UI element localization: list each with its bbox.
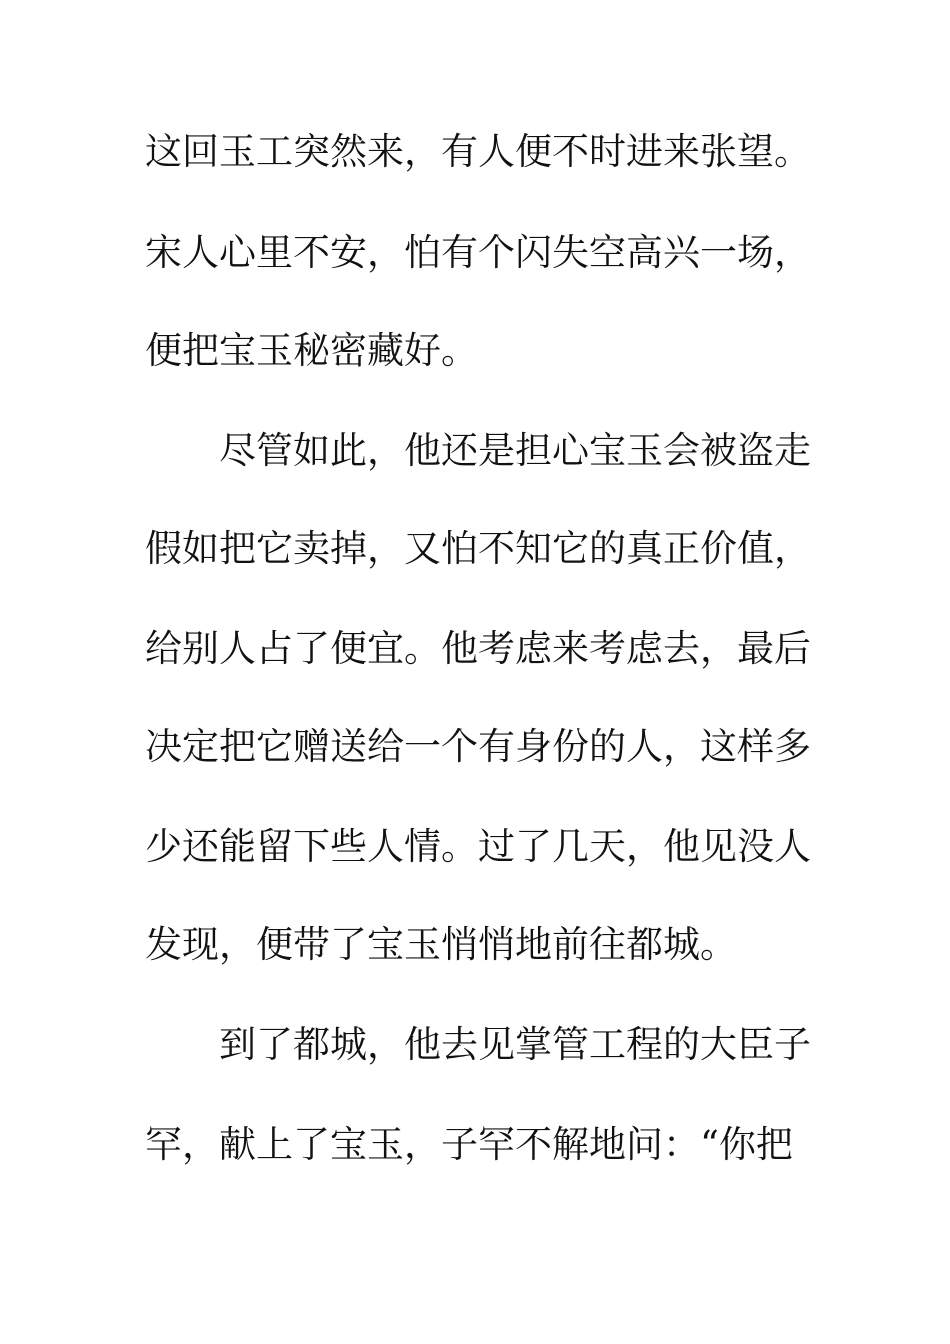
text-line-11: 罕，献上了宝玉，子罕不解地问：“你把 bbox=[145, 1123, 793, 1166]
text-line-8: 少还能留下些人情。过了几天，他见没人 bbox=[145, 825, 811, 868]
text-line-6: 给别人占了便宜。他考虑来考虑去，最后 bbox=[145, 627, 811, 670]
text-line-1: 这回玉工突然来，有人便不时进来张望。 bbox=[145, 130, 811, 173]
text-line-4: 尽管如此，他还是担心宝玉会被盗走 bbox=[219, 429, 811, 472]
text-line-7: 决定把它赠送给一个有身份的人，这样多 bbox=[145, 725, 811, 768]
text-line-5: 假如把它卖掉，又怕不知它的真正价值， bbox=[145, 527, 811, 570]
text-line-10: 到了都城，他去见掌管工程的大臣子 bbox=[219, 1023, 811, 1066]
text-line-2: 宋人心里不安，怕有个闪失空高兴一场， bbox=[145, 231, 811, 274]
text-line-9: 发现，便带了宝玉悄悄地前往都城。 bbox=[145, 923, 737, 966]
text-line-3: 便把宝玉秘密藏好。 bbox=[145, 329, 478, 372]
